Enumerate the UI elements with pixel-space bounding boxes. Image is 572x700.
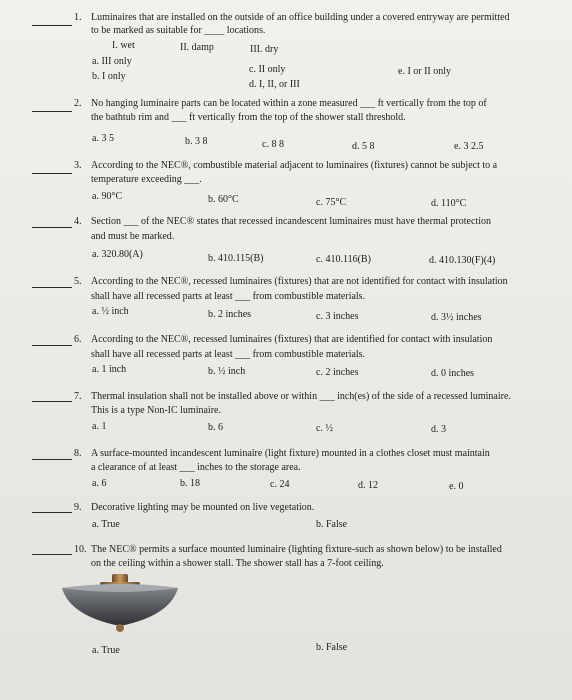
option-10-a: a. True (92, 645, 120, 656)
answer-blank-10[interactable] (32, 554, 72, 555)
option-6-b: b. ½ inch (208, 366, 246, 377)
question-6-line-2: shall have all recessed parts at least ___ from combustible materials. (91, 349, 366, 360)
option-6-a: a. 1 inch (92, 364, 127, 375)
question-9-line-1: Decorative lighting may be mounted on live vegetation. (91, 502, 315, 513)
option-1-c: c. II only (249, 64, 286, 75)
option-5-c: c. 3 inches (316, 311, 359, 322)
option-7-d: d. 3 (431, 424, 446, 435)
question-2-line-2: the bathtub rim and ___ ft vertically from the top of the shower stall threshold. (91, 112, 406, 123)
question-8-line-1: A surface-mounted incandescent luminaire (light fixture) mounted in a clothes closet must maintain (91, 448, 490, 459)
option-4-d: d. 410.130(F)(4) (429, 255, 496, 266)
answer-blank-2[interactable] (32, 111, 72, 112)
answer-blank-8[interactable] (32, 459, 72, 460)
subitem-1-ii: II. damp (180, 42, 214, 53)
option-8-d: d. 12 (358, 480, 378, 491)
option-9-a: a. True (92, 519, 120, 530)
option-8-c: c. 24 (270, 479, 290, 490)
option-8-a: a. 6 (92, 478, 107, 489)
answer-blank-1[interactable] (32, 25, 72, 26)
subitem-1-i: I. wet (112, 40, 135, 51)
option-5-d: d. 3½ inches (431, 312, 482, 323)
option-1-b: b. I only (92, 71, 126, 82)
option-9-b: b. False (316, 519, 348, 530)
question-number-8: 8. (74, 448, 82, 459)
luminaire-illustration (60, 568, 180, 638)
option-2-b: b. 3 8 (185, 136, 208, 147)
option-4-b: b. 410.115(B) (208, 253, 264, 264)
option-1-d: d. I, II, or III (249, 79, 300, 90)
option-5-b: b. 2 inches (208, 309, 252, 320)
answer-blank-6[interactable] (32, 345, 72, 346)
question-number-9: 9. (74, 502, 82, 513)
question-number-4: 4. (74, 216, 82, 227)
option-2-c: c. 8 8 (262, 139, 284, 150)
question-7-line-2: This is a type Non-IC luminaire. (91, 405, 221, 416)
question-number-10: 10. (74, 544, 87, 555)
answer-blank-3[interactable] (32, 173, 72, 174)
question-5-line-1: According to the NEC®, recessed luminaires (fixtures) that are not identified for contact with insulation (91, 276, 508, 287)
question-1-line-1: Luminaires that are installed on the outside of an office building under a covered entryway are permitted (91, 12, 510, 23)
option-1-a: a. III only (92, 56, 132, 67)
option-6-d: d. 0 inches (431, 368, 475, 379)
question-number-7: 7. (74, 391, 82, 402)
question-5-line-2: shall have all recessed parts at least ___ from combustible materials. (91, 291, 366, 302)
question-number-3: 3. (74, 160, 82, 171)
option-4-c: c. 410.116(B) (316, 254, 371, 265)
question-2-line-1: No hanging luminaire parts can be located within a zone measured ___ ft vertically from the top of (91, 98, 487, 109)
option-7-b: b. 6 (208, 422, 223, 433)
option-7-a: a. 1 (92, 421, 107, 432)
question-10-line-2: on the ceiling within a shower stall. The shower stall has a 7-foot ceiling. (91, 558, 384, 569)
option-2-d: d. 5 8 (352, 141, 375, 152)
answer-blank-7[interactable] (32, 401, 72, 402)
question-6-line-1: According to the NEC®, recessed luminaires (fixtures) that are identified for contact with insulation (91, 334, 493, 345)
answer-blank-5[interactable] (32, 287, 72, 288)
option-7-c: c. ½ (316, 423, 333, 434)
option-8-b: b. 18 (180, 478, 200, 489)
answer-blank-4[interactable] (32, 227, 72, 228)
question-7-line-1: Thermal insulation shall not be installed above or within ___ inch(es) of the side of a recessed luminaire. (91, 391, 511, 402)
question-3-line-1: According to the NEC®, combustible material adjacent to luminaires (fixtures) cannot be subject to a (91, 160, 498, 171)
question-number-1: 1. (74, 12, 82, 23)
option-3-c: c. 75°C (316, 197, 347, 208)
question-4-line-2: and must be marked. (91, 231, 175, 242)
option-5-a: a. ½ inch (92, 306, 129, 317)
answer-blank-9[interactable] (32, 512, 72, 513)
question-number-5: 5. (74, 276, 82, 287)
option-2-e: e. 3 2.5 (454, 141, 484, 152)
option-4-a: a. 320.80(A) (92, 249, 143, 260)
option-2-a: a. 3 5 (92, 133, 114, 144)
option-10-b: b. False (316, 642, 348, 653)
subitem-1-iii: III. dry (250, 44, 279, 55)
option-6-c: c. 2 inches (316, 367, 359, 378)
option-3-d: d. 110°C (431, 198, 467, 209)
question-4-line-1: Section ___ of the NEC® states that recessed incandescent luminaires must have thermal protection (91, 216, 491, 227)
question-number-6: 6. (74, 334, 82, 345)
option-8-e: e. 0 (449, 481, 464, 492)
question-8-line-2: a clearance of at least ___ inches to the storage area. (91, 462, 301, 473)
question-1-line-2: to be marked as suitable for ____ locations. (91, 25, 266, 36)
option-3-b: b. 60°C (208, 194, 239, 205)
option-1-e: e. I or II only (398, 66, 452, 77)
question-3-line-2: temperature exceeding ___. (91, 174, 202, 185)
question-10-line-1: The NEC® permits a surface mounted luminaire (lighting fixture-such as shown below) to be installed (91, 544, 502, 555)
question-number-2: 2. (74, 98, 82, 109)
option-3-a: a. 90°C (92, 191, 123, 202)
